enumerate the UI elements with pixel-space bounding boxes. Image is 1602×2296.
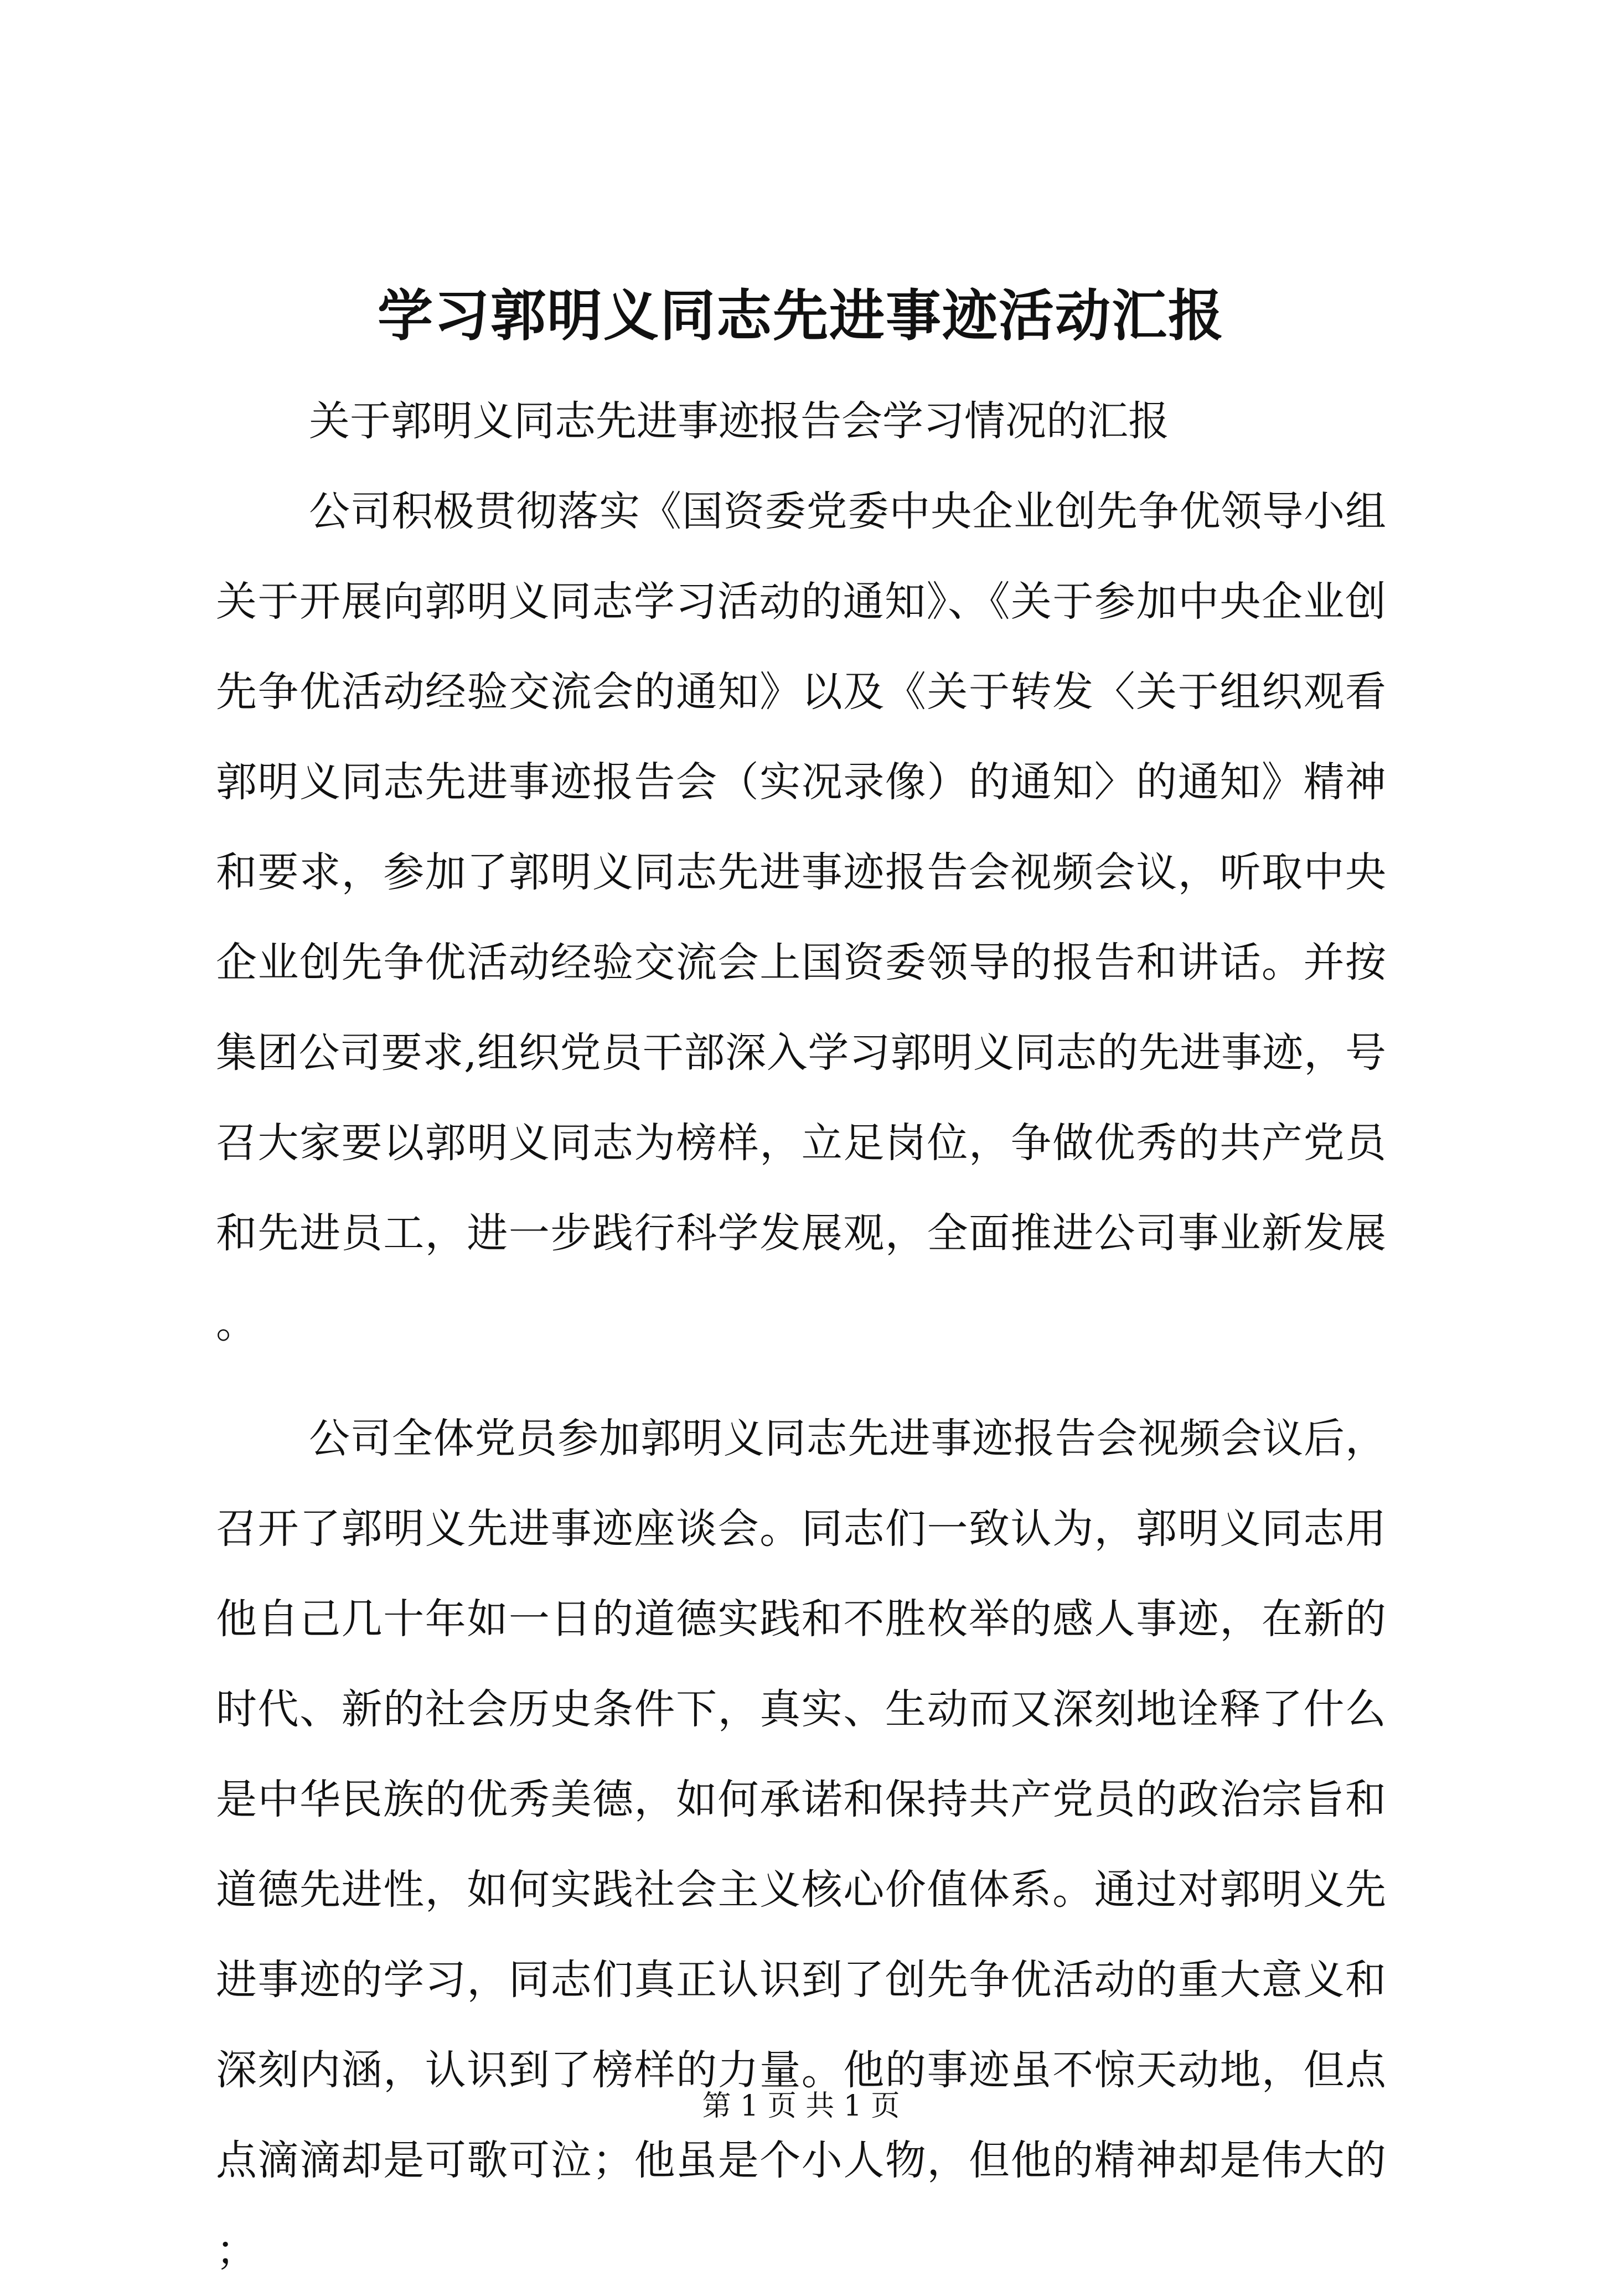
document-title: 学习郭明义同志先进事迹活动汇报 bbox=[378, 283, 1224, 348]
page-footer: 第 1 页 共 1 页 bbox=[702, 2090, 900, 2123]
subtitle-paragraph: 关于郭明义同志先进事迹报告会学习情况的汇报 bbox=[309, 397, 1169, 445]
document-body bbox=[216, 376, 1386, 2296]
body-paragraph-1: 公司积极贯彻落实《国资委党委中央企业创先争优领导小组关于开展向郭明义同志学习活动的通知》、《关于参加中央企业创先争优活动经验交流会的通知》以及《关于转发〈关于组织观看郭明义同志先进事迹报告会（实况录像）的通知〉的通知》精神和要求，参加了郭明义同志先进事迹报告会视频会议，听取中央企业创先争优活动经验交流会上国资委领导的报告和讲话。并按集团公司要求,组织党员干部深入学习郭明义同志的先进事迹，号召大家要以郭明义同志为榜样，立足岗位，争做优秀的共产党员和先进员工，进一步践行科学发展观，全面推进公司事业新发展。 bbox=[216, 488, 1386, 1347]
body-paragraph-2: 公司全体党员参加郭明义同志先进事迹报告会视频会议后，召开了郭明义先进事迹座谈会。同志们一致认为，郭明义同志用他自己几十年如一日的道德实践和不胜枚举的感人事迹，在新的时代、新的社会历史条件下，真实、生动而又深刻地诠释了什么是中华民族的优秀美德，如何承诺和保持共产党员的政治宗旨和道德先进性，如何实践社会主义核心价值体系。通过对郭明义先进事迹的学习，同志们真正认识到了创先争优活动的重大意义和深刻内涵，认识到了榜样的力量。他的事迹虽不惊天动地，但点点滴滴却是可歌可泣；他虽是个小人物，但他的精神却是伟大的； bbox=[216, 1415, 1386, 2274]
